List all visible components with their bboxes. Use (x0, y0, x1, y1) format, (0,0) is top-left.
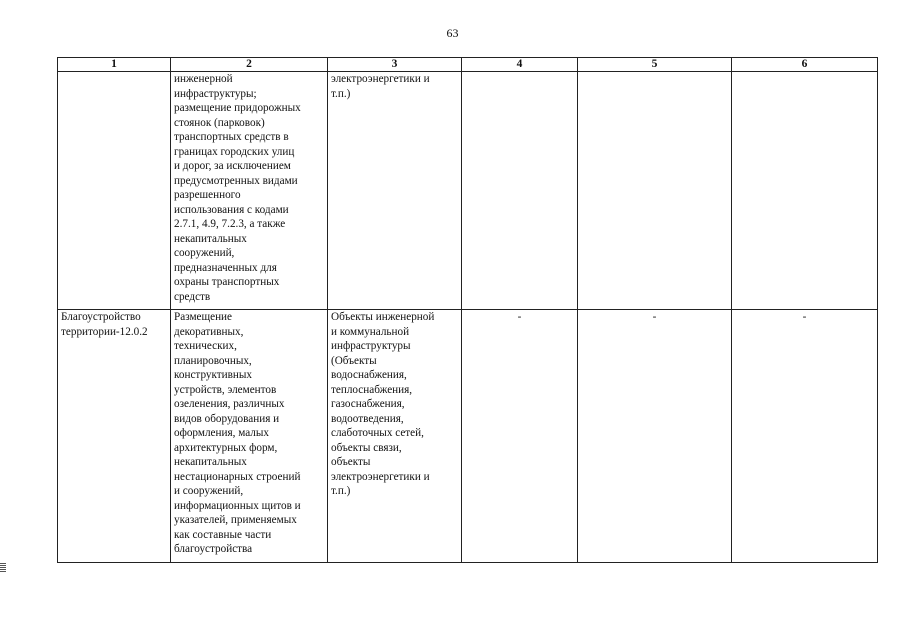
cell-text-line: и дорог, за исключением (174, 160, 291, 172)
cell-text-line: границах городских улиц (174, 145, 295, 158)
cell-text-line: транспортных средств в (174, 131, 289, 143)
cell-text-line: планировочных, (174, 354, 252, 367)
cell-text-line: и коммунальной (331, 325, 410, 338)
table-row (58, 310, 878, 563)
cell-text-line: инфраструктуры (331, 340, 411, 352)
regulation-table (57, 57, 878, 563)
cell-col-4: - (462, 310, 578, 563)
cell-text-line: т.п.) (331, 485, 351, 497)
cell-text-line: инфраструктуры; (174, 87, 257, 100)
cell-text-line: стоянок (парковок) (174, 116, 265, 129)
cell-text-line: декоративных, (174, 325, 244, 338)
cell-text-line: водоотведения, (331, 412, 404, 425)
cell-text-line: 2.7.1, 4.9, 7.2.3, а также (174, 218, 286, 230)
scan-edge-mark (0, 563, 6, 572)
cell-text-line: водоснабжения, (331, 369, 407, 381)
cell-col-5: - (578, 310, 732, 563)
cell-text-line: информационных щитов и (174, 499, 301, 512)
cell-text-line: сооружений, (174, 247, 235, 259)
cell-text-line: конструктивных (174, 369, 253, 381)
cell-text-line: предназначенных для (174, 261, 277, 274)
table-row (58, 72, 878, 310)
cell-text-line: предусмотренных видами (174, 174, 298, 187)
cell-text-line: озеленения, различных (174, 398, 285, 410)
cell-auxiliary-use (328, 310, 462, 563)
cell-land-use-description (171, 72, 328, 310)
header-col-6: 6 (732, 58, 878, 72)
cell-text-line: Размещение (174, 311, 233, 323)
cell-text-line: использования с кодами (174, 203, 289, 216)
cell-text-line: т.п.) (331, 87, 351, 100)
cell-text-line: видов оборудования и (174, 412, 280, 425)
cell-text-line: и сооружений, (174, 485, 244, 497)
cell-text-line: охраны транспортных (174, 276, 280, 288)
page-number: 63 (446, 26, 459, 40)
cell-text-line: (Объекты (331, 354, 377, 367)
cell-text-line: технических, (174, 340, 237, 352)
cell-text-line: инженерной (174, 73, 233, 85)
cell-auxiliary-use (328, 72, 462, 310)
cell-text-line: средств (174, 290, 211, 303)
header-col-2: 2 (171, 58, 328, 72)
cell-col-6 (732, 72, 878, 310)
header-col-1: 1 (58, 58, 171, 72)
cell-col-5 (578, 72, 732, 310)
cell-text-line: разрешенного (174, 189, 241, 201)
cell-text-line: газоснабжения, (331, 398, 405, 410)
cell-text-line: объекты (331, 456, 371, 468)
cell-text-line: Благоустройство (61, 311, 141, 323)
cell-text-line: архитектурных форм, (174, 441, 278, 454)
cell-text-line: некапитальных (174, 456, 247, 468)
cell-text-line: объекты связи, (331, 441, 402, 454)
cell-land-use-name (58, 72, 171, 310)
cell-text-line: некапитальных (174, 232, 247, 245)
cell-text-line: указателей, применяемых (174, 514, 297, 526)
cell-text-line: теплоснабжения, (331, 383, 413, 396)
cell-col-4 (462, 72, 578, 310)
cell-text-line: электроэнергетики и (331, 73, 430, 85)
cell-col-6: - (732, 310, 878, 563)
cell-text-line: устройств, элементов (174, 383, 277, 396)
cell-text-line: территории-12.0.2 (61, 325, 148, 338)
header-col-3: 3 (328, 58, 462, 72)
cell-text-line: Объекты инженерной (331, 311, 435, 323)
cell-land-use-description (171, 310, 328, 563)
cell-text-line: размещение придорожных (174, 102, 301, 114)
cell-text-line: оформления, малых (174, 427, 269, 439)
cell-text-line: слаботочных сетей, (331, 427, 424, 439)
cell-text-line: электроэнергетики и (331, 470, 430, 483)
cell-text-line: благоустройства (174, 543, 253, 555)
cell-text-line: как составные части (174, 528, 272, 541)
header-col-4: 4 (462, 58, 578, 72)
header-row (58, 58, 878, 72)
cell-land-use-name (58, 310, 171, 563)
cell-text-line: нестационарных строений (174, 470, 301, 483)
header-col-5: 5 (578, 58, 732, 72)
